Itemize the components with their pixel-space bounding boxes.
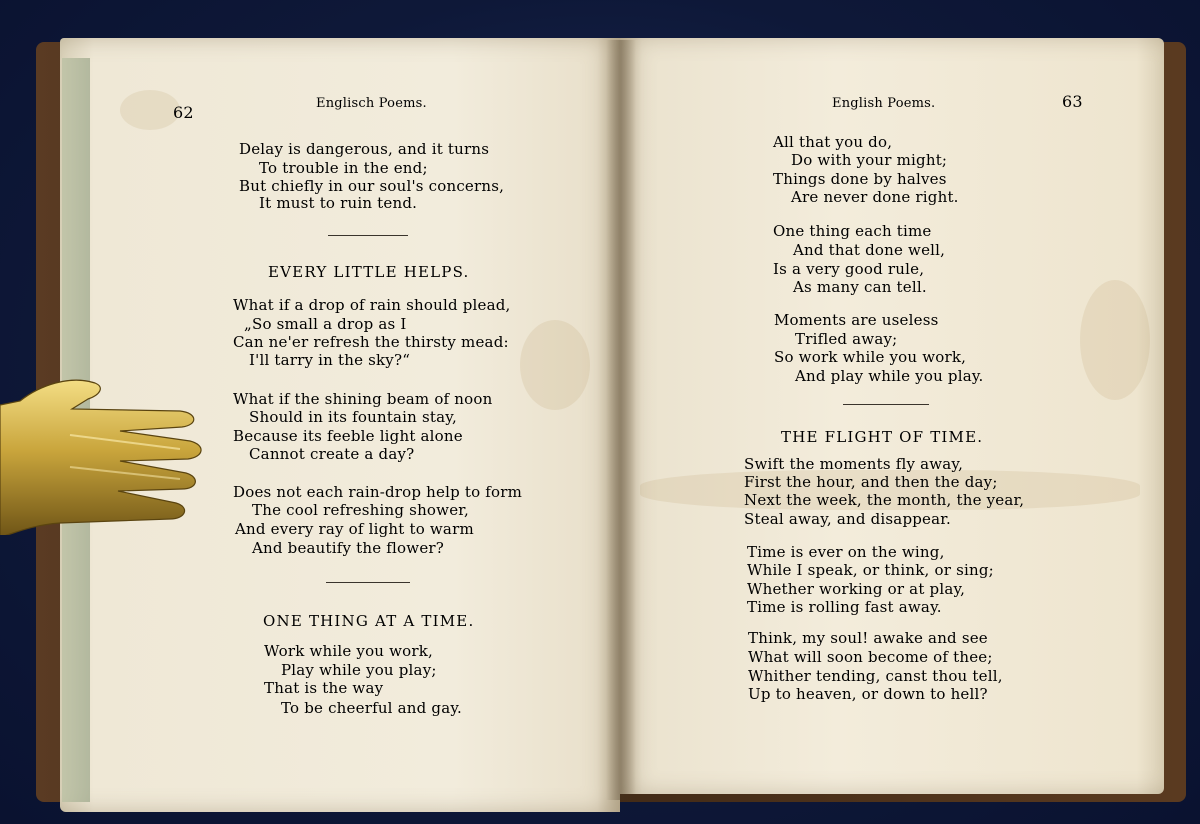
poem-line: As many can tell. [793, 278, 927, 296]
poem-line: Should in its fountain stay, [249, 408, 457, 426]
running-header: Englisch Poems. [316, 96, 427, 111]
poem-line: Whether working or at play, [747, 580, 966, 598]
book-spine [606, 40, 636, 800]
poem-line: All that you do, [773, 133, 893, 151]
page-number: 62 [173, 103, 194, 122]
poem-line: While I speak, or think, or sing; [747, 561, 994, 579]
poem-line: One thing each time [773, 222, 932, 240]
poem-line: And play while you play. [795, 367, 984, 385]
poem-line: Whither tending, canst thou tell, [748, 667, 1003, 685]
poem-line: First the hour, and then the day; [744, 473, 998, 491]
page-number: 63 [1062, 92, 1083, 111]
poem-line: And beautify the flower? [252, 539, 445, 557]
poem-line: And that done well, [793, 241, 946, 259]
paper-stain [120, 90, 180, 130]
running-header: English Poems. [832, 96, 936, 111]
section-rule [843, 404, 929, 405]
poem-line: What if a drop of rain should plead, [233, 296, 511, 314]
poem-line: What if the shining beam of noon [233, 390, 493, 408]
poem-line: Play while you play; [281, 661, 437, 679]
poem-line: The cool refreshing shower, [252, 501, 469, 519]
poem-line: To trouble in the end; [259, 159, 428, 177]
poem-line: Next the week, the month, the year, [744, 491, 1025, 509]
poem-line: Think, my soul! awake and see [748, 629, 988, 647]
poem-line: Steal away, and disappear. [744, 510, 951, 528]
poem-line: And every ray of light to warm [235, 520, 474, 538]
section-rule [328, 235, 408, 236]
poem-line: What will soon become of thee; [748, 648, 993, 666]
poem-line: Trifled away; [795, 330, 898, 348]
poem-line: Are never done right. [791, 188, 959, 206]
poem-line: Cannot create a day? [249, 445, 415, 463]
poem-line: Time is rolling fast away. [747, 598, 942, 616]
poem-line: Is a very good rule, [773, 260, 925, 278]
poem-line: Delay is dangerous, and it turns [239, 140, 490, 158]
section-rule [326, 582, 410, 583]
poem-line: To be cheerful and gay. [281, 699, 463, 717]
poem-line: Because its feeble light alone [233, 427, 463, 445]
poem-line: Up to heaven, or down to hell? [748, 685, 988, 703]
poem-line: Swift the moments fly away, [744, 455, 964, 473]
poem-line: Time is ever on the wing, [747, 543, 945, 561]
poem-line: Does not each rain-drop help to form [233, 483, 523, 501]
paper-stain [520, 320, 590, 410]
poem-line: But chiefly in our soul's concerns, [239, 177, 505, 195]
poem-line: Work while you work, [264, 642, 434, 660]
poem-line: „So small a drop as I [244, 315, 407, 333]
poem-line: It must to ruin tend. [259, 194, 418, 212]
paper-stain [1080, 280, 1150, 400]
poem-line: Can ne'er refresh the thirsty mead: [233, 333, 509, 351]
poem-line: That is the way [264, 679, 384, 697]
poem-line: So work while you work, [774, 348, 967, 366]
poem-line: Moments are useless [774, 311, 939, 329]
brass-hand-page-holder [0, 375, 205, 535]
poem-title: EVERY LITTLE HELPS. [268, 263, 470, 281]
poem-line: Things done by halves [773, 170, 947, 188]
poem-line: Do with your might; [791, 151, 948, 169]
poem-title: ONE THING AT A TIME. [263, 612, 475, 630]
poem-line: I'll tarry in the sky?“ [249, 351, 411, 369]
poem-title: THE FLIGHT OF TIME. [781, 428, 984, 446]
